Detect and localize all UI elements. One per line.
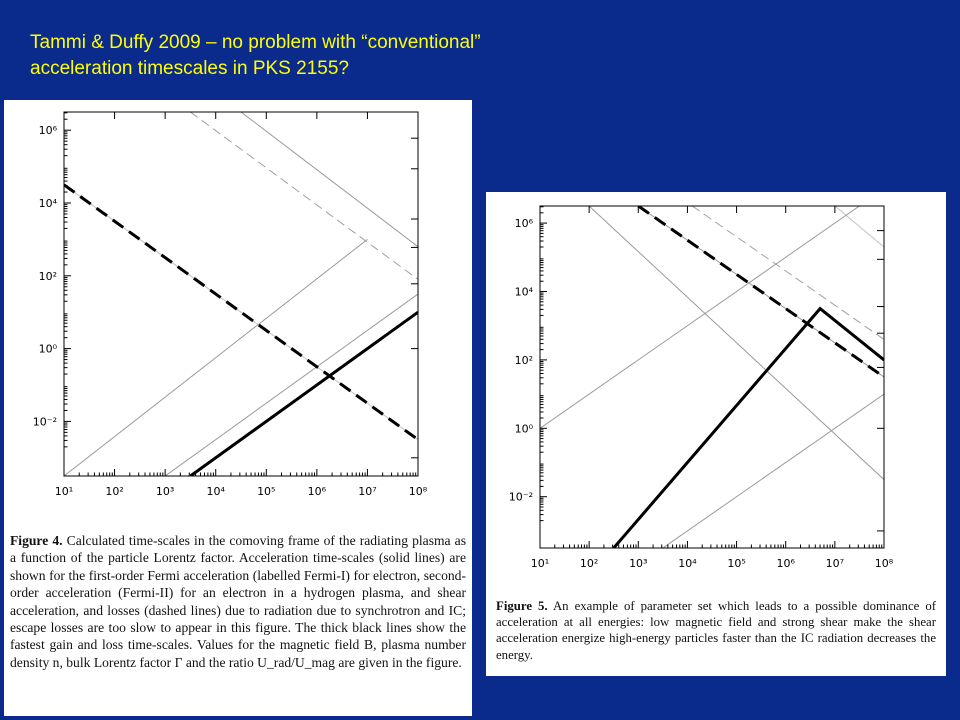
x-tick-label: 10¹ [530,557,550,570]
figure-5-panel [486,192,946,676]
series-group [540,206,884,596]
series-group [64,100,418,530]
figure-5-caption [496,598,936,663]
x-tick-label: 10² [579,557,599,570]
figure-5-caption-text: An example of parameter set which leads to a possible dominance of acceleration at all energies: low magnetic field and strong shear make the shear acceleration energize high-energy particles faster than the IC radiation decreases the energy. [496,599,936,662]
series-line-shear [589,206,884,480]
series-line-synchrotron [692,206,884,339]
figure-4-caption-label: Figure 4. [10,533,63,548]
slide-title [30,30,481,82]
y-tick-label: 10⁶ [38,124,57,138]
y-tick-label: 10⁴ [514,285,533,299]
y-tick-label: 10⁻² [508,490,533,504]
x-tick-label: 10⁶ [776,557,795,570]
x-tick-label: 10³ [629,557,648,570]
x-tick-label: 10⁴ [206,485,225,498]
slide-title-line1: Tammi & Duffy 2009 – no problem with “conventional” [30,32,481,53]
series-line-fermi-ii [64,239,367,476]
figure-4-panel [4,100,472,716]
slide-title-line2: acceleration timescales in PKS 2155? [30,58,349,79]
x-tick-label: 10² [105,485,124,498]
x-tick-label: 10⁸ [874,557,894,570]
figure-5-caption-label: Figure 5. [496,599,548,613]
y-tick-label: 10⁴ [38,197,57,210]
series-line-escape [835,206,884,247]
x-tick-label: 10³ [155,485,175,498]
x-tick-label: 10⁷ [358,485,377,498]
x-tick-label: 10⁸ [408,485,428,498]
figure-5-chart [486,192,946,596]
x-tick-label: 10⁴ [678,557,697,570]
y-tick-label: 10⁶ [514,217,533,231]
series-line-fastest-gain [614,309,884,548]
series-line-fastest-gain [190,312,418,476]
x-tick-label: 10⁶ [307,485,327,498]
x-tick-label: 10⁵ [257,485,276,498]
y-tick-label: 10⁻² [32,415,57,429]
y-tick-label: 10² [38,269,57,283]
y-tick-label: 10⁰ [38,342,57,356]
y-tick-label: 10⁰ [514,422,533,436]
figure-4-caption-text: Calculated time-scales in the comoving frame of the radiating plasma as a function of the particle Lorentz factor. Acceleration time-scales (solid lines) are shown for the first-order Fermi acceleration (labelled Fermi-I) for electron, second-order acceleration (Fermi-II) for an electron in a hydrogen plasma, and shear acceleration, and losses (dashed lines) due to radiation due to synchrotron and IC; escape losses are too slow to appear in this figure. The thick black lines show the fastest gain and loss time-scales. Values for the magnetic field B, plasma number density n, bulk Lorentz factor Γ and the ratio U_rad/U_mag are given in the figure. [10,533,466,670]
series-line-shear [241,112,418,247]
figure-4-chart [4,100,472,530]
x-tick-label: 10⁵ [727,557,746,570]
y-tick-label: 10² [514,353,533,367]
series-line-synchrotron [190,112,418,279]
x-tick-label: 10¹ [54,485,74,498]
x-tick-label: 10⁷ [825,557,845,570]
figure-4-caption [10,532,466,671]
